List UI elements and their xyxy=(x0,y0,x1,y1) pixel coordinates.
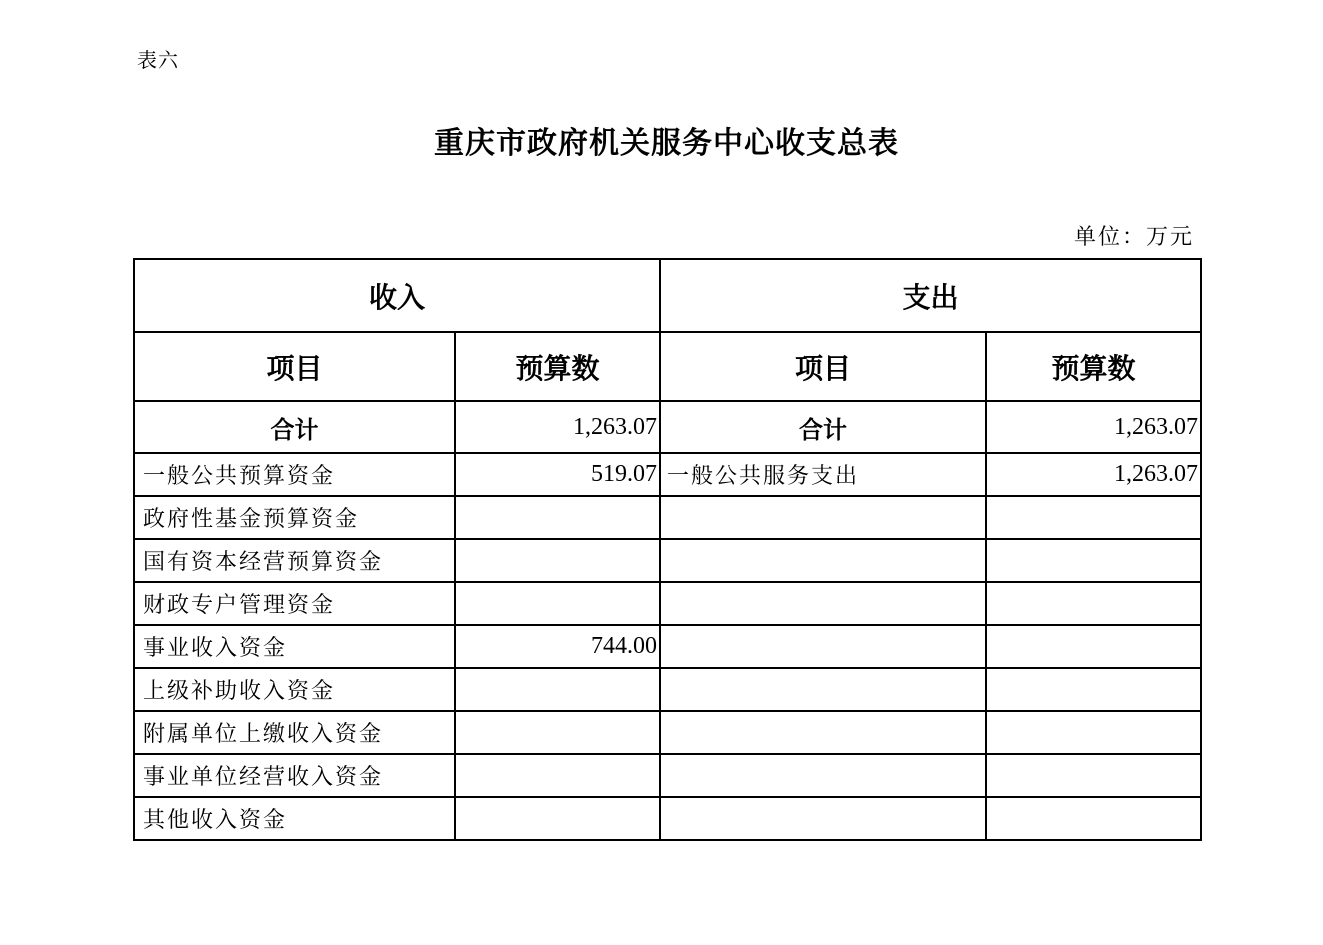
table-row xyxy=(134,453,1201,496)
income-value-cell xyxy=(455,582,660,625)
expense-value-cell xyxy=(986,582,1201,625)
income-total-value: 1,263.07 xyxy=(455,401,660,453)
expense-item-cell xyxy=(660,668,986,711)
expense-value-cell xyxy=(986,668,1201,711)
table-row xyxy=(134,582,1201,625)
column-header-row xyxy=(134,332,1201,401)
table-row xyxy=(134,711,1201,754)
income-item-cell: 一般公共预算资金 xyxy=(134,453,455,496)
table-row xyxy=(134,496,1201,539)
income-item-cell: 事业单位经营收入资金 xyxy=(134,754,455,797)
expense-item-cell xyxy=(660,582,986,625)
expense-value-cell xyxy=(986,496,1201,539)
expense-value-cell xyxy=(986,797,1201,840)
income-value-cell xyxy=(455,754,660,797)
expense-item-cell xyxy=(660,754,986,797)
income-item-cell: 其他收入资金 xyxy=(134,797,455,840)
expense-item-cell xyxy=(660,625,986,668)
expense-item-cell: 一般公共服务支出 xyxy=(660,453,986,496)
table-row xyxy=(134,797,1201,840)
income-item-cell: 财政专户管理资金 xyxy=(134,582,455,625)
budget-summary-table xyxy=(133,258,1202,841)
income-item-cell: 事业收入资金 xyxy=(134,625,455,668)
income-value-cell xyxy=(455,668,660,711)
table-row xyxy=(134,754,1201,797)
unit-note: 单位：万元 xyxy=(1073,225,1194,250)
income-item-cell: 国有资本经营预算资金 xyxy=(134,539,455,582)
income-value-cell xyxy=(455,539,660,582)
expense-total-label: 合计 xyxy=(660,401,986,453)
table-row xyxy=(134,625,1201,668)
expense-value-cell xyxy=(986,625,1201,668)
expense-section-header: 支出 xyxy=(660,259,1201,332)
expense-total-value: 1,263.07 xyxy=(986,401,1201,453)
income-budget-column-header: 预算数 xyxy=(455,332,660,401)
expense-value-cell xyxy=(986,754,1201,797)
expense-item-cell xyxy=(660,539,986,582)
income-value-cell xyxy=(455,711,660,754)
income-item-cell: 上级补助收入资金 xyxy=(134,668,455,711)
expense-item-cell xyxy=(660,496,986,539)
income-value-cell: 744.00 xyxy=(455,625,660,668)
expense-value-cell xyxy=(986,711,1201,754)
income-value-cell xyxy=(455,496,660,539)
page-title: 重庆市政府机关服务中心收支总表 xyxy=(434,126,899,161)
income-item-cell: 附属单位上缴收入资金 xyxy=(134,711,455,754)
income-item-column-header: 项目 xyxy=(134,332,455,401)
section-header-row xyxy=(134,259,1201,332)
expense-item-cell xyxy=(660,797,986,840)
table-row xyxy=(134,539,1201,582)
table-row xyxy=(134,668,1201,711)
income-value-cell xyxy=(455,797,660,840)
expense-value-cell xyxy=(986,539,1201,582)
expense-value-cell: 1,263.07 xyxy=(986,453,1201,496)
income-item-cell: 政府性基金预算资金 xyxy=(134,496,455,539)
expense-budget-column-header: 预算数 xyxy=(986,332,1201,401)
income-section-header: 收入 xyxy=(134,259,660,332)
income-value-cell: 519.07 xyxy=(455,453,660,496)
table-number: 表六 xyxy=(137,48,179,72)
expense-item-column-header: 项目 xyxy=(660,332,986,401)
total-row xyxy=(134,401,1201,453)
income-total-label: 合计 xyxy=(134,401,455,453)
expense-item-cell xyxy=(660,711,986,754)
